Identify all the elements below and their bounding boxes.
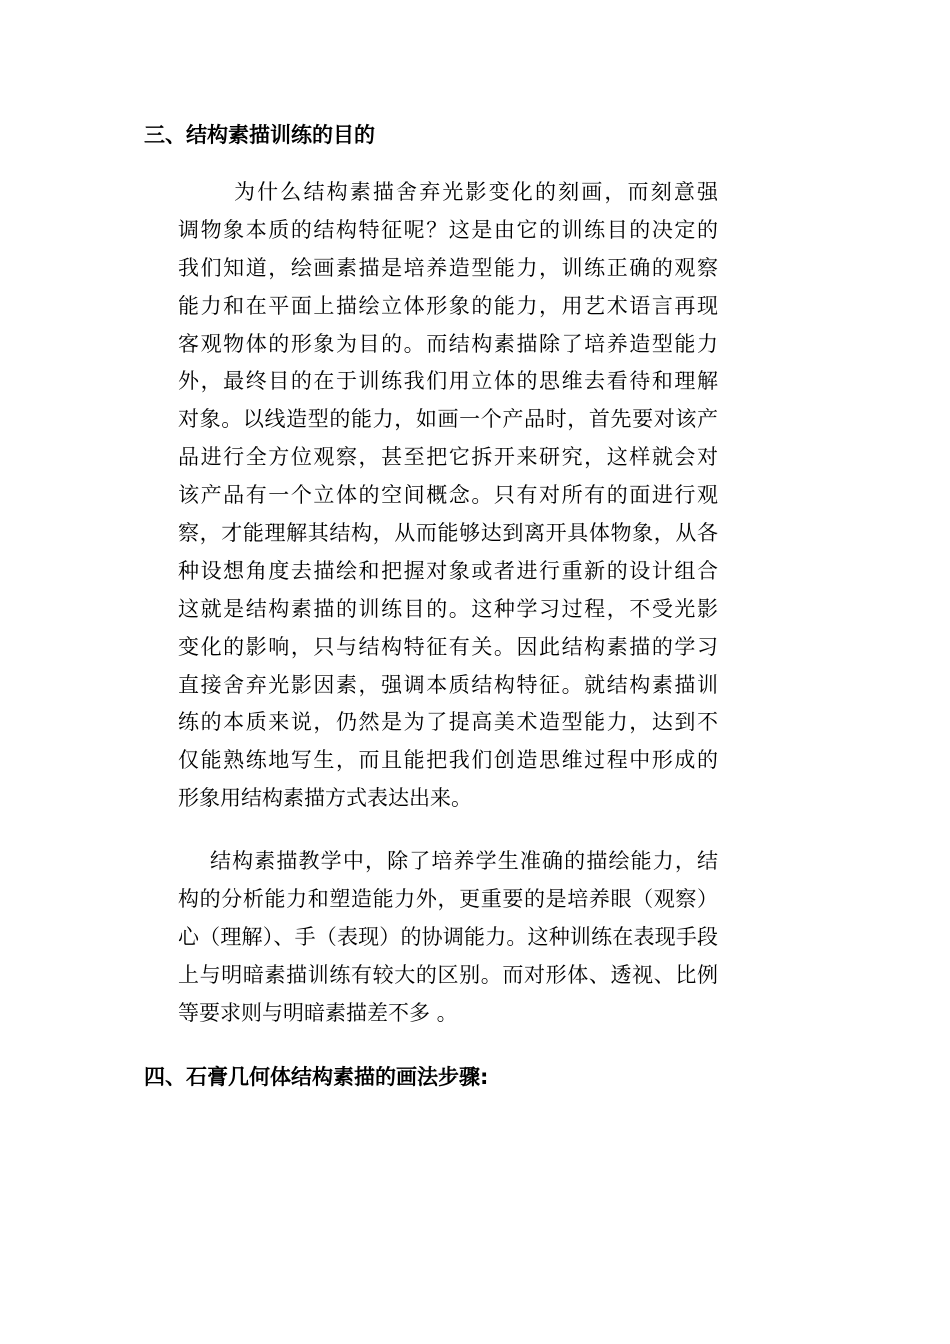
- section-heading-purpose: 三、结构素描训练的目的: [144, 123, 375, 147]
- text-line: 种设想角度去描绘和把握对象或者进行重新的设计组合: [178, 558, 718, 583]
- text-line: 练的本质来说，仍然是为了提高美术造型能力，达到不: [178, 710, 718, 735]
- text-line: 客观物体的形象为目的。而结构素描除了培养造型能力: [178, 331, 718, 356]
- text-line: 我们知道，绘画素描是培养造型能力，训练正确的观察: [178, 255, 718, 280]
- text-line: 察，才能理解其结构，从而能够达到离开具体物象，从各: [178, 521, 718, 546]
- section-heading-drawing-steps: 四、石膏几何体结构素描的画法步骤:: [144, 1065, 489, 1089]
- text-line: 构的分析能力和塑造能力外，更重要的是培养眼（观察）: [178, 886, 718, 911]
- text-line: 形象用结构素描方式表达出来。: [178, 786, 472, 811]
- text-line: 变化的影响，只与结构特征有关。因此结构素描的学习: [178, 634, 718, 659]
- text-line: 该产品有一个立体的空间概念。只有对所有的面进行观: [178, 483, 718, 508]
- text-line: 调物象本质的结构特征呢？这是由它的训练目的决定的: [178, 217, 718, 242]
- text-line: 心（理解）、手（表现）的协调能力。这种训练在表现手段: [178, 924, 718, 949]
- text-line: 对象。以线造型的能力，如画一个产品时，首先要对该产: [178, 407, 718, 432]
- text-line: 直接舍弃光影因素，强调本质结构特征。就结构素描训: [178, 672, 718, 697]
- text-line: 外，最终目的在于训练我们用立体的思维去看待和理解: [178, 369, 718, 394]
- text-line: 上与明暗素描训练有较大的区别。而对形体、透视、比例: [178, 962, 718, 987]
- text-line: 这就是结构素描的训练目的。这种学习过程，不受光影: [178, 596, 718, 621]
- paragraph-purpose-explanation: [178, 174, 718, 818]
- text-line: 仅能熟练地写生，而且能把我们创造思维过程中形成的: [178, 748, 718, 773]
- text-line: 等要求则与明暗素描差不多 。: [178, 1000, 458, 1025]
- paragraph-teaching-goals: [178, 843, 718, 1032]
- text-line: 结构素描教学中，除了培养学生准确的描绘能力，结: [210, 849, 718, 873]
- text-line: 品进行全方位观察，甚至把它拆开来研究，这样就会对: [178, 445, 718, 470]
- text-line: 为什么结构素描舍弃光影变化的刻画，而刻意强: [234, 180, 718, 204]
- text-line: 能力和在平面上描绘立体形象的能力，用艺术语言再现: [178, 293, 718, 318]
